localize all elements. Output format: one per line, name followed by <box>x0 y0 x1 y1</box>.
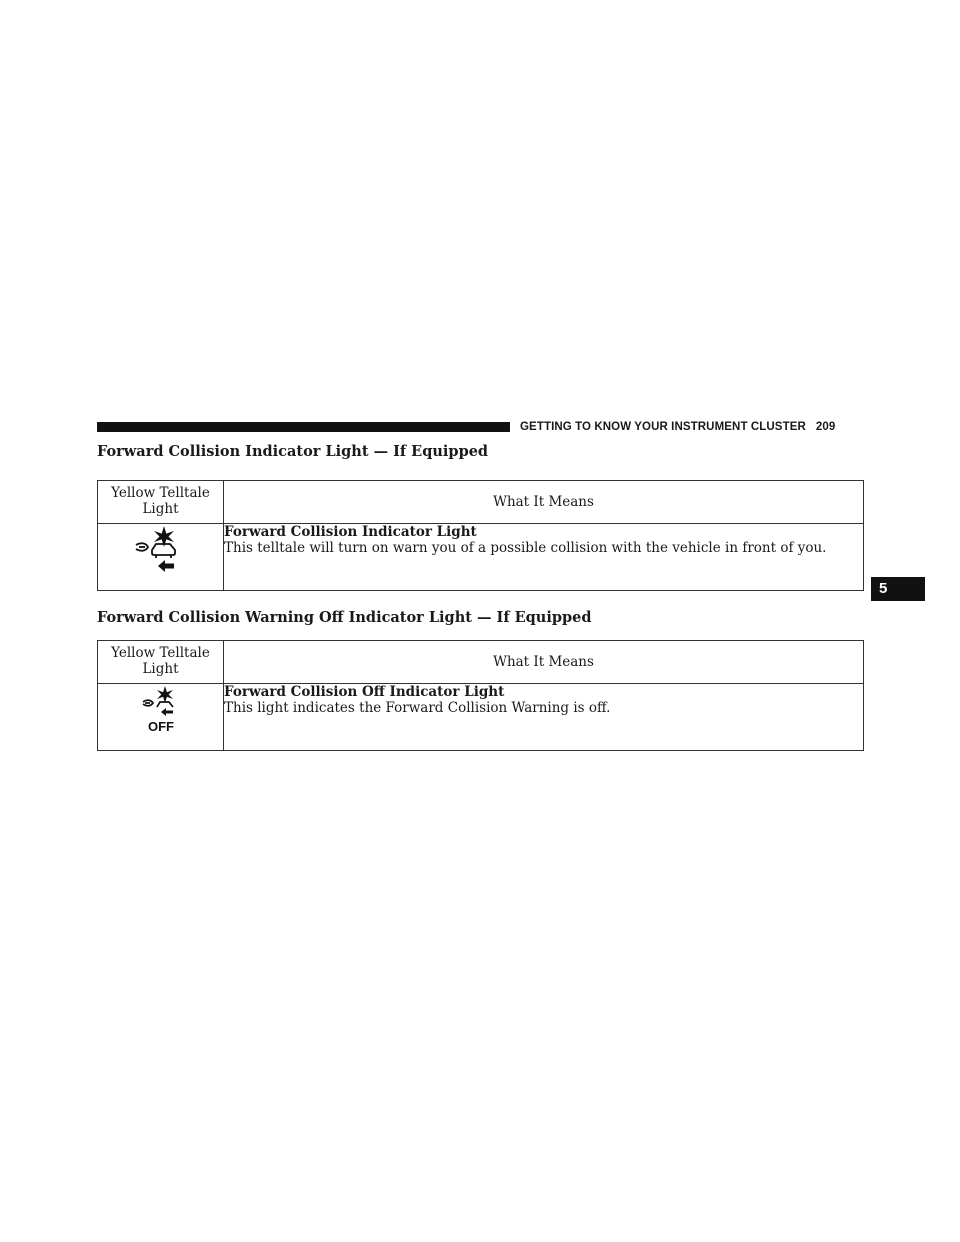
table-row <box>98 684 864 751</box>
col-header-meaning: What It Means <box>224 641 864 684</box>
forward-collision-off-icon <box>98 684 224 751</box>
chapter-number: 5 <box>879 580 888 597</box>
telltale-description <box>224 684 864 751</box>
section-heading-forward-collision-off: Forward Collision Warning Off Indicator Light — If Equipped <box>97 609 592 626</box>
telltale-title: Forward Collision Off Indicator Light <box>224 684 505 700</box>
section-heading-forward-collision: Forward Collision Indicator Light — If Equipped <box>97 443 489 460</box>
off-label: OFF <box>147 719 174 734</box>
page-number: 209 <box>815 421 836 433</box>
forward-collision-icon <box>98 524 224 591</box>
col-header-telltale: Yellow Telltale Light <box>98 641 224 684</box>
running-title: GETTING TO KNOW YOUR INSTRUMENT CLUSTER <box>520 421 806 433</box>
running-head <box>520 420 865 434</box>
col-header-meaning: What It Means <box>224 481 864 524</box>
telltale-body: This light indicates the Forward Collision Warning is off. <box>224 700 611 716</box>
table-row <box>98 524 864 591</box>
telltale-table-forward-collision-off <box>97 640 864 751</box>
telltale-table-forward-collision <box>97 480 864 591</box>
telltale-title: Forward Collision Indicator Light <box>224 524 477 540</box>
chapter-tab <box>871 577 925 601</box>
telltale-body: This telltale will turn on warn you of a possible collision with the vehicle in front of you. <box>224 540 827 556</box>
header-rule <box>97 422 510 432</box>
table-header-row <box>98 641 864 684</box>
table-header-row <box>98 481 864 524</box>
telltale-description <box>224 524 864 591</box>
col-header-telltale: Yellow Telltale Light <box>98 481 224 524</box>
